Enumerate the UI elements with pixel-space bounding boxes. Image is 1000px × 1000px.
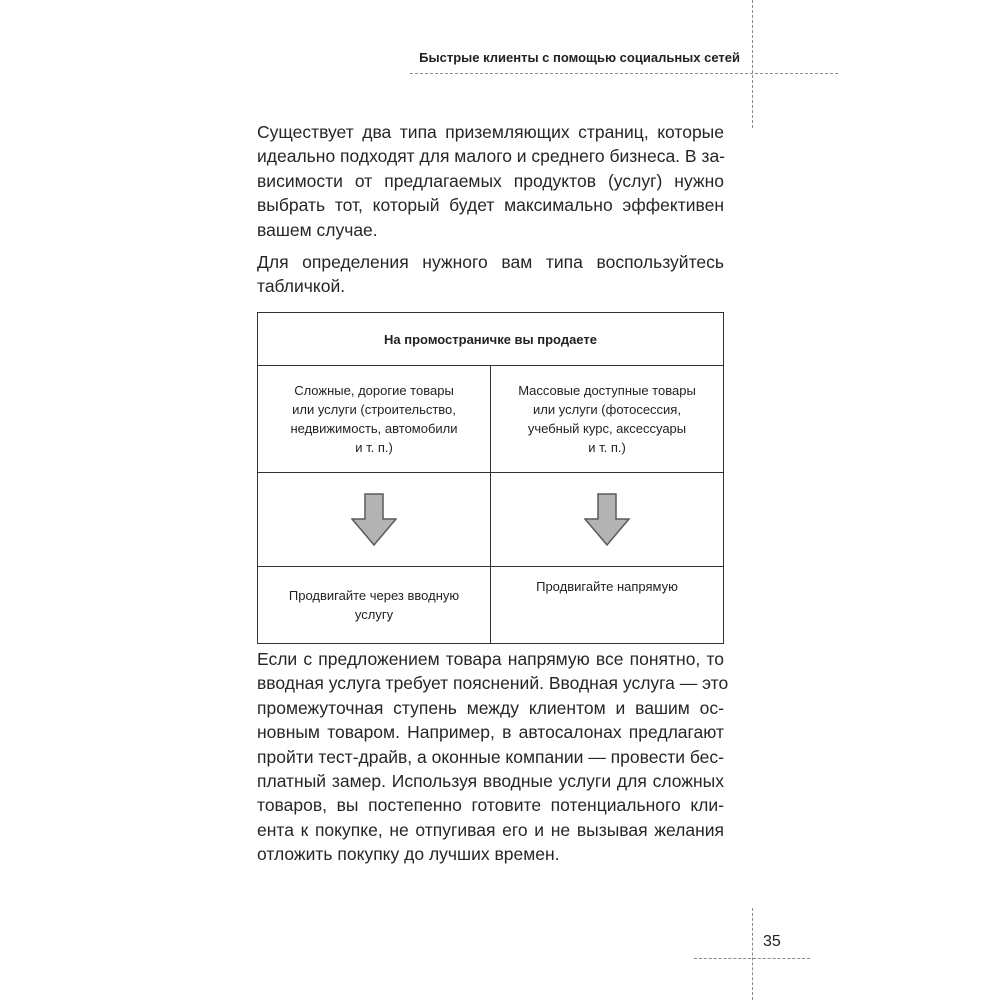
cell-line: услугу [354, 607, 394, 622]
cell-line: или услуги (фотосессия, [533, 402, 681, 417]
text-line: товаров, вы постепенно готовите потенциального кли- [257, 795, 724, 816]
table-cell-mass-goods [491, 366, 724, 473]
cell-line: Массовые доступные товары [518, 383, 696, 398]
text-line: отложить покупку до лучших времен. [257, 844, 560, 865]
cell-line: Продвигайте напрямую [536, 579, 678, 594]
cell-line: Сложные, дорогие товары [294, 383, 454, 398]
text-line: Если с предложением товара напрямую все понятно, то [257, 649, 724, 669]
cell-line: Продвигайте через вводную [288, 588, 460, 603]
text-line: Существует два типа приземляющих страниц, которые [257, 122, 724, 142]
text-line: выбрать тот, который будет максимально эффективен [257, 195, 724, 216]
paragraph-table-intro [257, 250, 724, 299]
table-cell-arrow-left [258, 473, 491, 567]
top-guide-line [752, 0, 753, 128]
cell-line: учебный курс, аксессуары [527, 421, 687, 436]
paragraph-intro-service [257, 647, 729, 867]
text-line: пройти тест-драйв, а оконные компании — провести бес- [257, 746, 724, 767]
text-line: новным товаром. Например, в автосалонах предлагают [257, 722, 724, 743]
down-arrow-icon [584, 493, 630, 547]
cell-line: и т. п.) [588, 440, 626, 455]
table-cell-complex-goods [258, 366, 491, 473]
cell-line: недвижимость, автомобили [290, 421, 458, 436]
table-header: На промостраничке вы продаете [258, 313, 724, 366]
down-arrow-icon [351, 493, 397, 547]
cell-line: или услуги (строительство, [292, 402, 456, 417]
cell-line: и т. п.) [355, 440, 393, 455]
bottom-guide-line [752, 908, 753, 1000]
table-cell-action-direct [491, 567, 724, 644]
text-line: промежуточная ступень между клиентом и вашим ос- [257, 697, 724, 718]
text-line: вводная услуга требует пояснений. Вводная услуга — это [257, 673, 729, 694]
page-number: 35 [763, 933, 781, 950]
table-cell-arrow-right [491, 473, 724, 567]
text-line: табличкой. [257, 276, 346, 297]
text-line: висимости от предлагаемых продуктов (услуг) нужно [257, 170, 724, 191]
text-line: вашем случае. [257, 219, 378, 240]
header-rule [410, 73, 838, 74]
text-line: ента к покупке, не отпугивая его и не вызывая желания [257, 819, 724, 840]
paragraph-intro [257, 120, 724, 242]
text-line: идеально подходят для малого и среднего бизнеса. В за- [257, 146, 726, 167]
text-line: платный замер. Используя вводные услуги для сложных [257, 771, 724, 792]
promo-type-table [257, 312, 724, 644]
footer-rule [694, 958, 810, 959]
table-cell-action-intro-service [258, 567, 491, 644]
text-line: Для определения нужного вам типа воспользуйтесь [257, 252, 724, 272]
running-head: Быстрые клиенты с помощью социальных сетей [419, 50, 740, 65]
